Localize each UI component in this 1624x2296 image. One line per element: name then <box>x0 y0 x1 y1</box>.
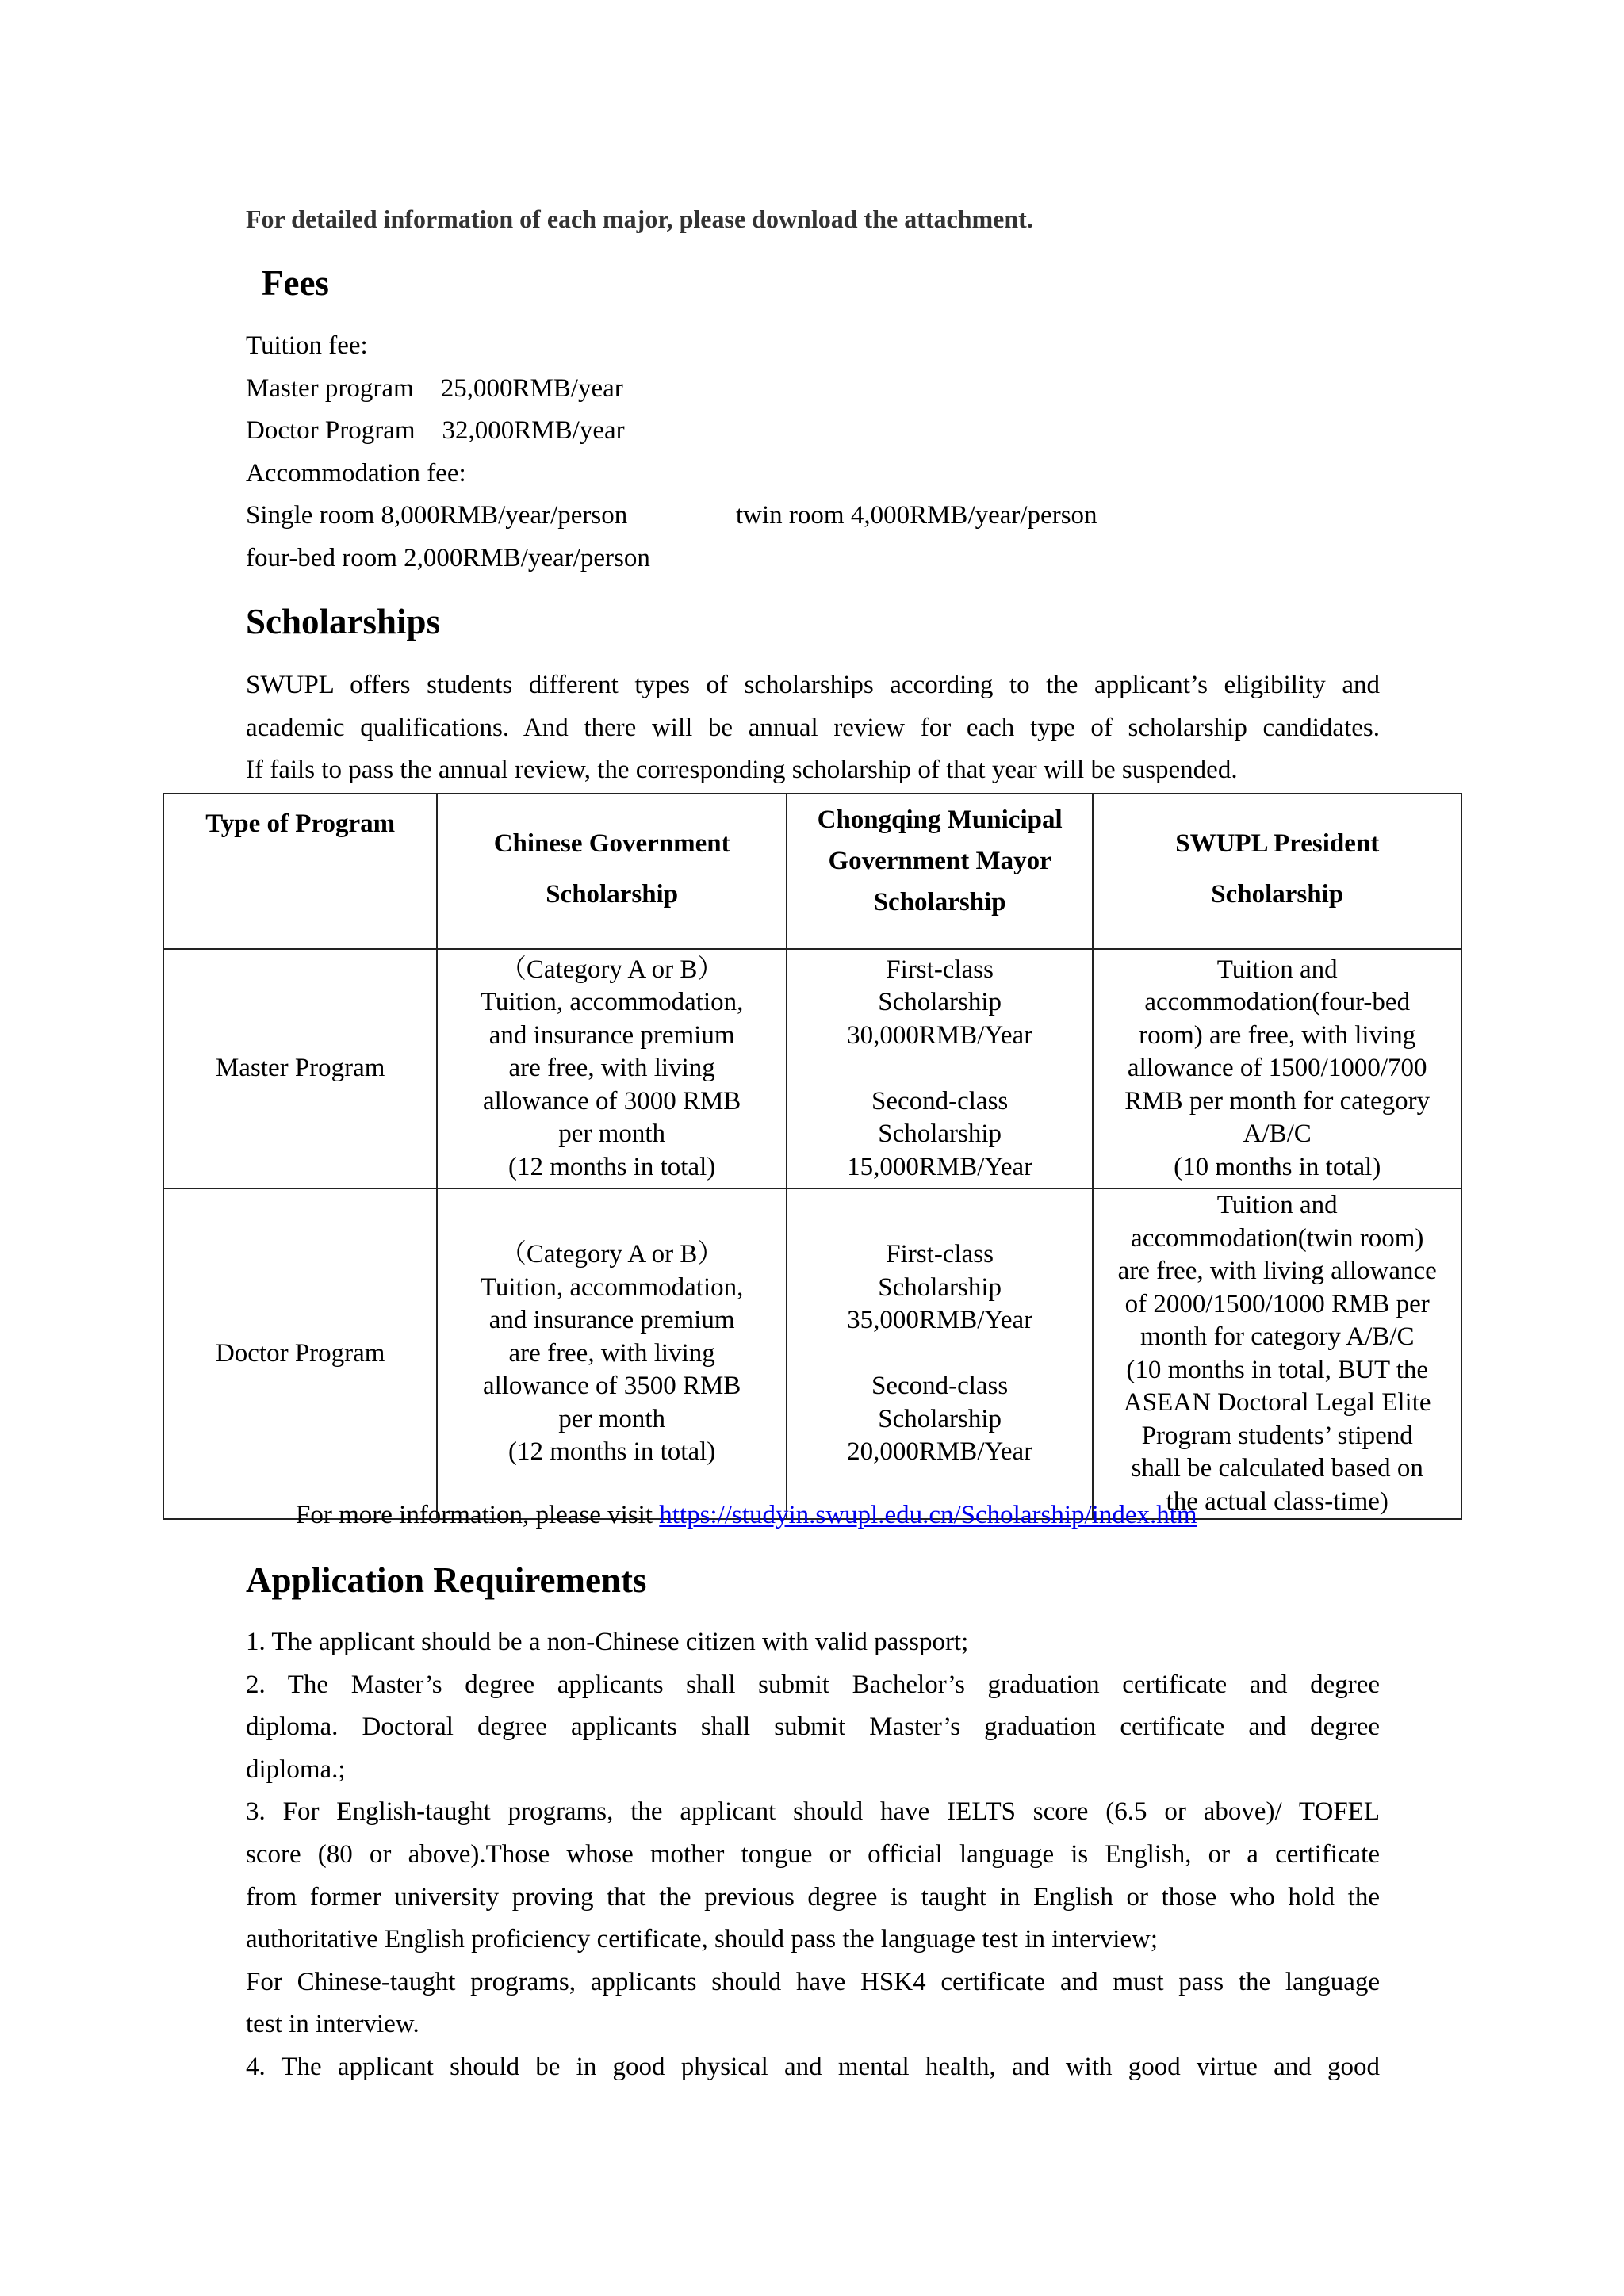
requirement-line: authoritative English proficiency certificate, should pass the language test in interview; <box>246 1925 1159 1954</box>
scholarship-table <box>163 793 1462 1520</box>
more-info-line <box>296 1499 1197 1531</box>
requirement-line: 1. The applicant should be a non-Chinese citizen with valid passport; <box>246 1628 969 1656</box>
requirement-line: from former university proving that the previous degree is taught in English or those who hold the <box>246 1882 1380 1911</box>
header-chongqing-mayor: Chongqing Municipal Government Mayor Scholarship <box>787 794 1094 949</box>
download-note: For detailed information of each major, please download the attachment. <box>246 205 1033 233</box>
requirement-line: 4. The applicant should be in good physical and mental health, and with good virtue and good <box>246 2052 1380 2081</box>
cell-program-master: Master Program <box>163 949 437 1188</box>
tuition-label: Tuition fee: <box>246 331 368 360</box>
scholarships-heading: Scholarships <box>246 602 441 641</box>
tuition-doctor <box>246 415 625 446</box>
header-chinese-government: Chinese Government Scholarship <box>437 794 786 949</box>
requirement-line: score (80 or above).Those whose mother tongue or official language is English, or a certificate <box>246 1839 1380 1869</box>
cell-chongqing-master: First-class Scholarship 30,000RMB/Year Second-class Scholarship 15,000RMB/Year <box>787 949 1094 1188</box>
tuition-master <box>246 373 623 404</box>
cell-chinese-gov-doctor: （Category A or B） Tuition, accommodation, and insurance premium are free, with living allowance of 3500 RMB per month (12 months in total) <box>437 1188 786 1519</box>
tuition-master-program: Master program <box>246 374 414 403</box>
tuition-doctor-amount: 32,000RMB/year <box>442 416 625 445</box>
table-header-row <box>163 794 1461 949</box>
more-info-prefix: For more information, please visit <box>296 1501 660 1529</box>
application-heading: Application Requirements <box>246 1560 647 1600</box>
cell-chongqing-doctor: First-class Scholarship 35,000RMB/Year Second-class Scholarship 20,000RMB/Year <box>787 1188 1094 1519</box>
requirement-line: diploma.; <box>246 1755 346 1784</box>
tuition-master-amount: 25,000RMB/year <box>440 374 623 403</box>
requirement-line: 3. For English-taught programs, the applicant should have IELTS score (6.5 or above)/ TOFEL <box>246 1797 1380 1827</box>
scholarships-paragraph <box>246 664 1380 792</box>
accommodation-four-bed: four-bed room 2,000RMB/year/person <box>246 544 650 572</box>
scholarships-paragraph-line: If fails to pass the annual review, the corresponding scholarship of that year will be suspended. <box>246 756 1238 785</box>
requirement-line: test in interview. <box>246 2010 419 2039</box>
header-swupl-president: SWUPL President Scholarship <box>1093 794 1461 949</box>
fees-heading: Fees <box>262 263 329 303</box>
scholarship-link[interactable]: https://studyin.swupl.edu.cn/Scholarship/index.htm <box>659 1501 1197 1529</box>
accommodation-single: Single room 8,000RMB/year/person <box>246 501 628 530</box>
application-requirements-list <box>246 1621 1380 2089</box>
scholarships-paragraph-line: SWUPL offers students different types of scholarships according to the applicant’s eligibility and <box>246 671 1380 699</box>
accommodation-twin: twin room 4,000RMB/year/person <box>736 501 1097 530</box>
tuition-doctor-program: Doctor Program <box>246 416 416 445</box>
requirement-line: 2. The Master’s degree applicants shall submit Bachelor’s graduation certificate and degree <box>246 1670 1380 1699</box>
table-row <box>163 1188 1461 1519</box>
header-type-of-program: Type of Program <box>163 794 437 949</box>
requirement-line: For Chinese-taught programs, applicants should have HSK4 certificate and must pass the language <box>246 1967 1380 1996</box>
cell-chinese-gov-master: （Category A or B） Tuition, accommodation, and insurance premium are free, with living allowance of 3000 RMB per month (12 months in total) <box>437 949 786 1188</box>
cell-program-doctor: Doctor Program <box>163 1188 437 1519</box>
table-row <box>163 949 1461 1188</box>
cell-president-master: Tuition and accommodation(four-bed room) are free, with living allowance of 1500/1000/700 RMB per month for category A/B/C (10 months in total) <box>1093 949 1461 1188</box>
requirement-line: diploma. Doctoral degree applicants shall submit Master’s graduation certificate and degree <box>246 1712 1380 1742</box>
accommodation-label: Accommodation fee: <box>246 459 466 488</box>
cell-president-doctor: Tuition and accommodation(twin room) are free, with living allowance of 2000/1500/1000 RMB per month for category A/B/C (10 months in total, BUT the ASEAN Doctoral Legal Elite Program students’ stipend shall be calculated based on the actual class-time) <box>1093 1188 1461 1519</box>
scholarships-paragraph-line: academic qualifications. And there will be annual review for each type of scholarship candidates. <box>246 713 1380 742</box>
